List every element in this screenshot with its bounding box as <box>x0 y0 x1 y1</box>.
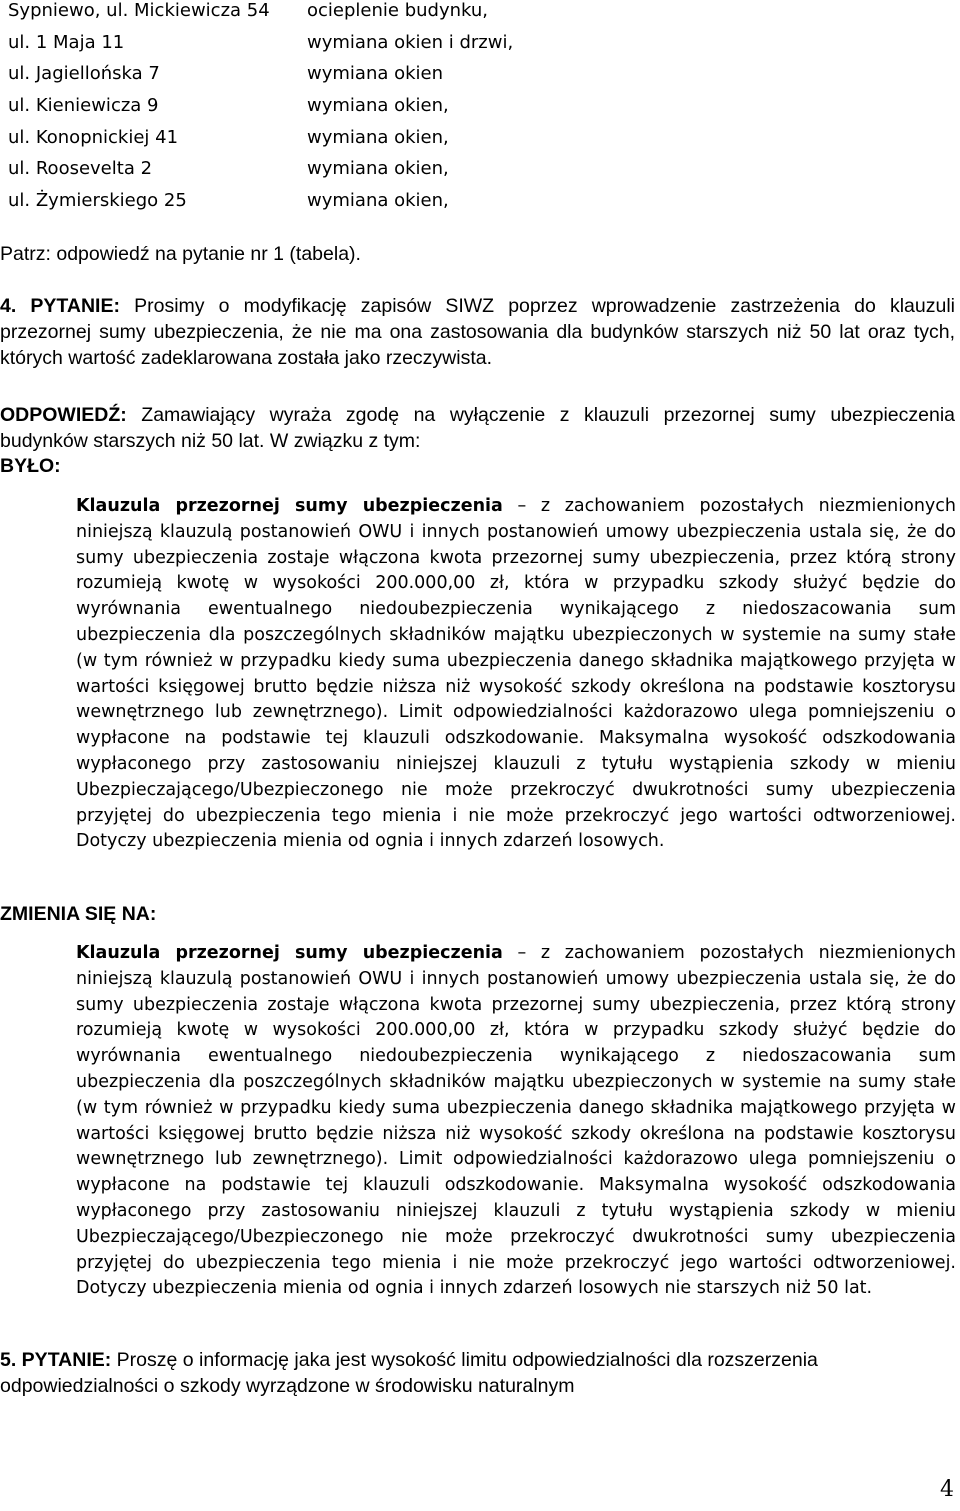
answer-text: Zamawiający wyraża zgodę na wyłączenie z klauzuli przezornej sumy ubezpieczenia budynków starszych niż 50 lat. W związku z tym: <box>0 404 955 452</box>
question-4 <box>0 293 955 371</box>
clause-after <box>76 941 956 1302</box>
address-location: ul. Żymierskiego 25 <box>8 190 187 212</box>
address-location: ul. Jagiellońska 7 <box>8 63 160 85</box>
address-row <box>8 190 948 222</box>
address-work: wymiana okien, <box>307 95 449 117</box>
reference-note: Patrz: odpowiedź na pytanie nr 1 (tabela). <box>0 243 361 265</box>
question-5-label: 5. PYTANIE: <box>0 1349 112 1371</box>
answer-label: ODPOWIEDŹ: <box>0 404 127 426</box>
address-row <box>8 127 948 159</box>
after-heading: ZMIENIA SIĘ NA: <box>0 903 157 925</box>
clause-before <box>76 494 956 855</box>
address-row <box>8 0 948 32</box>
before-heading: BYŁO: <box>0 455 61 477</box>
address-row <box>8 95 948 127</box>
clause-after-text: – z zachowaniem pozostałych niezmienionych niniejszą klauzulą postanowień OWU i innych postanowień umowy ubezpieczenia ustala się, że do sumy ubezpieczenia zostaje włączona kwota przezornej sumy ubezpieczenia, przez którą strony rozumieją kwotę w wysokości 200.000,00 zł, która w przypadku szkody służyć będzie do wyrównania ewentualnego niedoubezpieczenia wynikającego z niedoszacowania sum ubezpieczenia dla poszczególnych składników majątku ubezpieczonych w systemie na sumy stałe (w tym również w przypadku kiedy suma ubezpieczenia danego składnika majątkowego przyjęta w wartości księgowej brutto będzie niższa niż wysokość szkody określona na podstawie kosztorysu wewnętrznego lub zewnętrznego). Limit odpowiedzialności każdorazowo ulega pomniejszeniu o wypłacone na podstawie tej klauzuli odszkodowanie. Maksymalna wysokość odszkodowania wypłaconego przy zastosowaniu niniejszej klauzuli z tytułu wystąpienia szkody w mieniu Ubezpieczającego/Ubezpieczonego nie może przekroczyć dwukrotności sumy ubezpieczenia przyjętej do ubezpieczenia tego mienia i nie może przekroczyć jego wartości odtworzeniowej. Dotyczy ubezpieczenia mienia od ognia i innych zdarzeń losowych nie starszych niż 50 lat. <box>76 943 957 1299</box>
answer-4 <box>0 402 955 454</box>
address-location: ul. Roosevelta 2 <box>8 158 153 180</box>
address-work: wymiana okien <box>307 63 444 85</box>
question-5-text: Proszę o informację jaka jest wysokość limitu odpowiedzialności dla rozszerzenia odpowiedzialności o szkody wyrządzone w środowisku naturalnym <box>0 1349 818 1397</box>
clause-before-text: – z zachowaniem pozostałych niezmienionych niniejszą klauzulą postanowień OWU i innych postanowień umowy ubezpieczenia ustala się, że do sumy ubezpieczenia zostaje włączona kwota przezornej sumy ubezpieczenia, przez którą strony rozumieją kwotę w wysokości 200.000,00 zł, która w przypadku szkody służyć będzie do wyrównania ewentualnego niedoubezpieczenia wynikającego z niedoszacowania sum ubezpieczenia dla poszczególnych składników majątku ubezpieczonych w systemie na sumy stałe (w tym również w przypadku kiedy suma ubezpieczenia danego składnika majątkowego przyjęta w wartości księgowej brutto będzie niższa niż wysokość szkody określona na podstawie kosztorysu wewnętrznego lub zewnętrznego). Limit odpowiedzialności każdorazowo ulega pomniejszeniu o wypłacone na podstawie tej klauzuli odszkodowanie. Maksymalna wysokość odszkodowania wypłaconego przy zastosowaniu niniejszej klauzuli z tytułu wystąpienia szkody w mieniu Ubezpieczającego/Ubezpieczonego nie może przekroczyć dwukrotności sumy ubezpieczenia przyjętej do ubezpieczenia tego mienia i nie może przekroczyć jego wartości odtworzeniowej. Dotyczy ubezpieczenia mienia od ognia i innych zdarzeń losowych. <box>76 496 957 852</box>
address-work: wymiana okien, <box>307 190 449 212</box>
address-location: ul. Kieniewicza 9 <box>8 95 159 117</box>
address-row <box>8 32 948 64</box>
address-work: wymiana okien i drzwi, <box>307 31 514 53</box>
address-row <box>8 158 948 190</box>
question-4-label: 4. PYTANIE: <box>0 295 120 317</box>
address-work: wymiana okien, <box>307 126 449 148</box>
clause-after-title: Klauzula przezornej sumy ubezpieczenia <box>76 943 503 963</box>
address-location: Sypniewo, ul. Mickiewicza 54 <box>8 0 270 21</box>
address-work: ocieplenie budynku, <box>307 0 489 21</box>
address-row <box>8 63 948 95</box>
address-location: ul. Konopnickiej 41 <box>8 126 179 148</box>
address-list <box>8 0 948 222</box>
question-5 <box>0 1347 900 1399</box>
address-location: ul. 1 Maja 11 <box>8 31 125 53</box>
question-4-text: Prosimy o modyfikację zapisów SIWZ poprzez wprowadzenie zastrzeżenia do klauzuli przezornej sumy ubezpieczenia, że nie ma ona zastosowania dla budynków starszych niż 50 lat oraz tych, których wartość zadeklarowana została jako rzeczywista. <box>0 295 955 369</box>
clause-before-title: Klauzula przezornej sumy ubezpieczenia <box>76 496 503 516</box>
address-work: wymiana okien, <box>307 158 449 180</box>
page-number: 4 <box>940 1477 954 1502</box>
